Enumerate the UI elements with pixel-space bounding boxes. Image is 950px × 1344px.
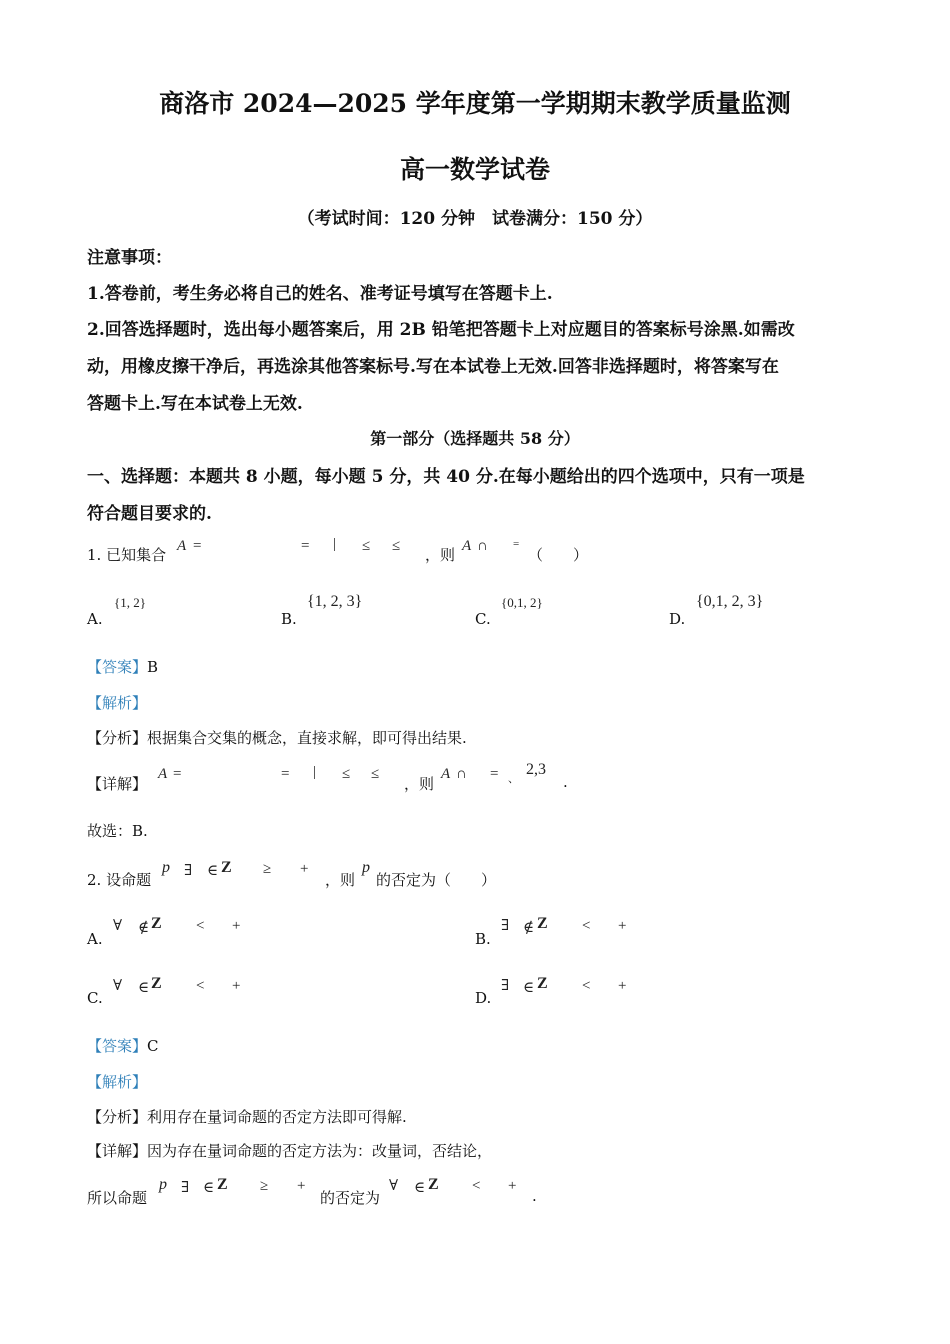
q2-option-a-letter: A.	[87, 930, 103, 948]
q2-final-prefix: 所以命题	[87, 1189, 148, 1207]
q2-final-z-2: Z	[428, 1176, 439, 1193]
q2-option-d-quant: ∃	[501, 978, 510, 994]
q2-final-p: p	[159, 1176, 167, 1193]
q1-detail-leq-1: ≤	[342, 766, 351, 782]
q1-detail-set-a: A	[158, 766, 168, 782]
q2-detail	[87, 1140, 492, 1161]
q2-option-c-in: ∈	[138, 980, 150, 996]
q2-detail-text: 因为存在量词命题的否定方法为：改量词，否结论，	[147, 1142, 493, 1160]
q1-cap: ∩	[477, 538, 488, 554]
q1-answer-label: 【答案】	[87, 658, 148, 676]
q1-eq-3: =	[513, 538, 520, 550]
q2-answer	[87, 1035, 159, 1056]
q1-fenxi-label: 【分析】	[87, 729, 148, 747]
q1-stem-prefix: 1. 已知集合	[87, 546, 167, 564]
q2-stem-prefix: 2. 设命题	[87, 871, 152, 889]
q2-plus: +	[300, 861, 309, 877]
notice-item-1: 1.答卷前，考生务必将自己的姓名、准考证号填写在答题卡上.	[87, 284, 553, 304]
q2-option-a-lt: <	[196, 918, 205, 934]
q1-answer	[87, 656, 158, 677]
q2-exists: ∃	[184, 863, 193, 879]
q1-stem-paren: （ ）	[528, 546, 589, 564]
q2-answer-label: 【答案】	[87, 1037, 148, 1055]
q1-option-c-value: {0,1, 2}	[501, 595, 543, 610]
q2-option-c-z: Z	[151, 975, 162, 992]
q2-option-b-quant: ∃	[501, 918, 510, 934]
q2-option-b-plus: +	[618, 918, 627, 934]
q2-option-b-letter: B.	[475, 930, 491, 948]
q2-option-c-lt: <	[196, 978, 205, 994]
q2-answer-value: C	[147, 1037, 159, 1055]
q2-option-a-notin: ∉	[138, 920, 150, 936]
q1-set-a-2: A	[462, 538, 472, 554]
q1-set-a: A	[177, 538, 187, 554]
q2-analysis-label: 【解析】	[87, 1073, 148, 1091]
notice-item-2-line-1: 2.回答选择题时，选出每小题答案后，用 2B 铅笔把答题卡上对应题目的答案标号涂黑.如需改	[87, 320, 795, 340]
q2-option-d-z: Z	[537, 975, 548, 992]
q2-option-a-z: Z	[151, 915, 162, 932]
q2-final-plus: +	[297, 1178, 306, 1194]
q1-eq-1: =	[193, 538, 202, 554]
q1-detail-eq-1: =	[173, 766, 182, 782]
q2-p: p	[162, 859, 170, 876]
q2-option-c-letter: C.	[87, 989, 103, 1007]
q2-option-d-letter: D.	[475, 989, 492, 1007]
document-title: 商洛市 2024—2025 学年度第一学期期末教学质量监测	[159, 89, 791, 118]
q1-stem-then: ，则	[425, 546, 456, 564]
q1-detail-then: ，则	[404, 775, 435, 793]
q1-fenxi-text: 根据集合交集的概念，直接求解，即可得出结果.	[147, 729, 467, 747]
q1-eq-2: =	[301, 538, 310, 554]
q1-leq-1: ≤	[362, 538, 371, 554]
q2-option-b-notin: ∉	[523, 920, 535, 936]
q1-detail-label: 【详解】	[87, 775, 148, 793]
part1-heading: 第一部分（选择题共 58 分）	[370, 429, 580, 448]
q1-detail-bar: |	[313, 764, 317, 780]
q2-in: ∈	[207, 863, 219, 879]
section-heading-line-2: 符合题目要求的.	[87, 504, 212, 524]
q1-option-c-letter: C.	[475, 610, 491, 628]
q1-answer-value: B	[147, 658, 159, 676]
q2-final-geq: ≥	[260, 1178, 269, 1194]
q1-option-d-letter: D.	[669, 610, 686, 628]
q2-fenxi-text: 利用存在量词命题的否定方法即可得解.	[147, 1108, 407, 1126]
q2-stem-suffix: 的否定为（ ）	[376, 871, 497, 889]
q1-conclusion: 故选：B.	[87, 822, 148, 840]
q1-analysis-label: 【解析】	[87, 694, 148, 712]
notice-item-2-line-3: 答题卡上.写在本试卷上无效.	[87, 394, 303, 414]
q1-detail-set-a-2: A	[441, 766, 451, 782]
q2-option-b-z: Z	[537, 915, 548, 932]
q1-leq-2: ≤	[392, 538, 401, 554]
q2-final-mid: 的否定为	[320, 1189, 381, 1207]
document-subtitle: 高一数学试卷	[399, 155, 550, 184]
q2-z: Z	[221, 859, 232, 876]
q1-option-d-value: {0,1, 2, 3}	[696, 593, 764, 610]
q1-detail-leq-2: ≤	[371, 766, 380, 782]
q2-option-d-plus: +	[618, 978, 627, 994]
q2-option-c-quant: ∀	[113, 978, 123, 994]
q2-option-a-plus: +	[232, 918, 241, 934]
q2-p-2: p	[362, 859, 370, 876]
q1-detail-eq-3: =	[490, 766, 499, 782]
q2-option-b-lt: <	[582, 918, 591, 934]
q1-option-a-letter: A.	[87, 610, 103, 628]
q2-final-z: Z	[217, 1176, 228, 1193]
exam-info: （考试时间：120 分钟 试卷满分：150 分）	[297, 209, 653, 229]
q2-final-in-2: ∈	[414, 1180, 426, 1196]
q2-fenxi-label: 【分析】	[87, 1108, 148, 1126]
q2-option-d-in: ∈	[523, 980, 535, 996]
q1-bar: |	[333, 536, 337, 552]
q2-final-plus-2: +	[508, 1178, 517, 1194]
q1-option-b-value: {1, 2, 3}	[307, 593, 363, 610]
q1-detail-end: .	[563, 773, 568, 791]
section-heading-line-1: 一、选择题：本题共 8 小题，每小题 5 分，共 40 分.在每小题给出的四个选项中，只有一项是	[87, 467, 805, 487]
q2-final-exists: ∃	[181, 1180, 190, 1196]
q1-detail-eq-2: =	[281, 766, 290, 782]
q2-geq: ≥	[263, 861, 272, 877]
q2-option-a-quant: ∀	[113, 918, 123, 934]
q2-option-d-lt: <	[582, 978, 591, 994]
q1-option-a-value: {1, 2}	[114, 595, 146, 610]
q2-stem-then: ，则	[325, 871, 356, 889]
q1-detail-result: 2,3	[526, 761, 546, 778]
q1-detail-cap: ∩	[456, 766, 467, 782]
q2-final-in: ∈	[203, 1180, 215, 1196]
q2-final-lt: <	[472, 1178, 481, 1194]
q1-option-b-letter: B.	[281, 610, 297, 628]
q1-detail-sep: 、	[508, 773, 519, 785]
q1-fenxi	[87, 727, 467, 748]
notice-item-2-line-2: 动，用橡皮擦干净后，再选涂其他答案标号.写在本试卷上无效.回答非选择题时，将答案写在	[87, 357, 779, 377]
q2-final-end: .	[532, 1187, 537, 1205]
notice-heading: 注意事项：	[87, 248, 172, 268]
q2-detail-label: 【详解】	[87, 1142, 148, 1160]
q2-option-c-plus: +	[232, 978, 241, 994]
q2-fenxi	[87, 1106, 407, 1127]
q2-final-forall: ∀	[389, 1178, 399, 1194]
